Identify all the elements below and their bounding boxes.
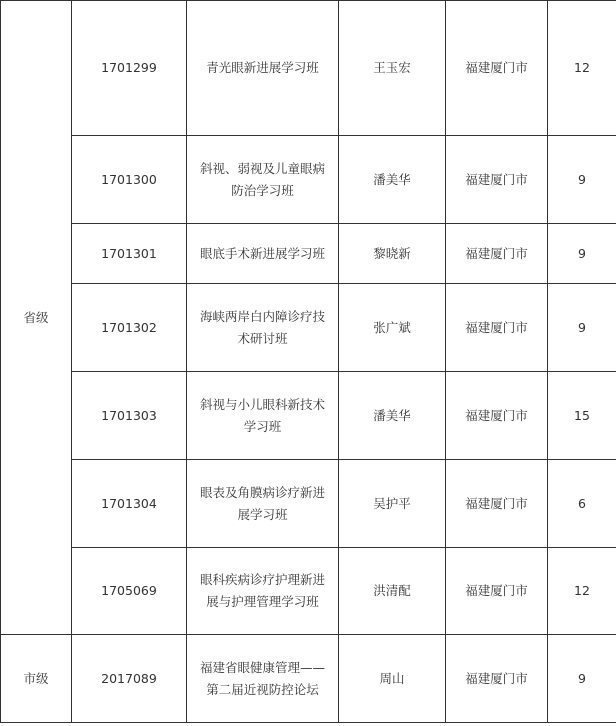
location-cell: 福建厦门市 <box>446 372 548 460</box>
table-row <box>1 372 616 460</box>
location-cell: 福建厦门市 <box>446 635 548 723</box>
course-code-cell: 1701302 <box>72 284 187 372</box>
leader-cell: 张广斌 <box>339 284 446 372</box>
course-code-cell: 1705069 <box>72 548 187 635</box>
table-row <box>1 136 616 224</box>
course-code-cell: 1701304 <box>72 460 187 548</box>
course-name-cell: 斜视与小儿眼科新技术学习班 <box>187 372 339 460</box>
location-cell: 福建厦门市 <box>446 1 548 136</box>
leader-cell: 周山 <box>339 635 446 723</box>
course-name-cell: 海峡两岸白内障诊疗技术研讨班 <box>187 284 339 372</box>
leader-cell: 王玉宏 <box>339 1 446 136</box>
credits-cell: 12 <box>548 1 616 136</box>
course-code-cell: 1701300 <box>72 136 187 224</box>
table-row <box>1 635 616 723</box>
course-code-cell: 1701301 <box>72 224 187 284</box>
course-code-cell: 1701303 <box>72 372 187 460</box>
course-code-cell: 1701299 <box>72 1 187 136</box>
level-cell-provincial: 省级 <box>1 1 72 635</box>
credits-cell: 12 <box>548 548 616 635</box>
credits-cell: 9 <box>548 224 616 284</box>
leader-cell: 潘美华 <box>339 136 446 224</box>
location-cell: 福建厦门市 <box>446 548 548 635</box>
table-row <box>1 1 616 136</box>
table-row <box>1 460 616 548</box>
leader-cell: 黎晓新 <box>339 224 446 284</box>
location-cell: 福建厦门市 <box>446 224 548 284</box>
course-name-cell: 青光眼新进展学习班 <box>187 1 339 136</box>
table-row <box>1 284 616 372</box>
table-row <box>1 548 616 635</box>
course-code-cell: 2017089 <box>72 635 187 723</box>
credits-cell: 9 <box>548 136 616 224</box>
location-cell: 福建厦门市 <box>446 284 548 372</box>
course-name-cell: 眼底手术新进展学习班 <box>187 224 339 284</box>
location-cell: 福建厦门市 <box>446 136 548 224</box>
leader-cell: 吴护平 <box>339 460 446 548</box>
credits-cell: 9 <box>548 284 616 372</box>
location-cell: 福建厦门市 <box>446 460 548 548</box>
level-cell-municipal: 市级 <box>1 635 72 723</box>
course-name-cell: 斜视、弱视及儿童眼病防治学习班 <box>187 136 339 224</box>
credits-cell: 9 <box>548 635 616 723</box>
leader-cell: 潘美华 <box>339 372 446 460</box>
table-row <box>1 224 616 284</box>
credits-cell: 15 <box>548 372 616 460</box>
course-name-cell: 福建省眼健康管理——第二届近视防控论坛 <box>187 635 339 723</box>
credits-cell: 6 <box>548 460 616 548</box>
course-name-cell: 眼科疾病诊疗护理新进展与护理管理学习班 <box>187 548 339 635</box>
leader-cell: 洪清配 <box>339 548 446 635</box>
course-name-cell: 眼表及角膜病诊疗新进展学习班 <box>187 460 339 548</box>
